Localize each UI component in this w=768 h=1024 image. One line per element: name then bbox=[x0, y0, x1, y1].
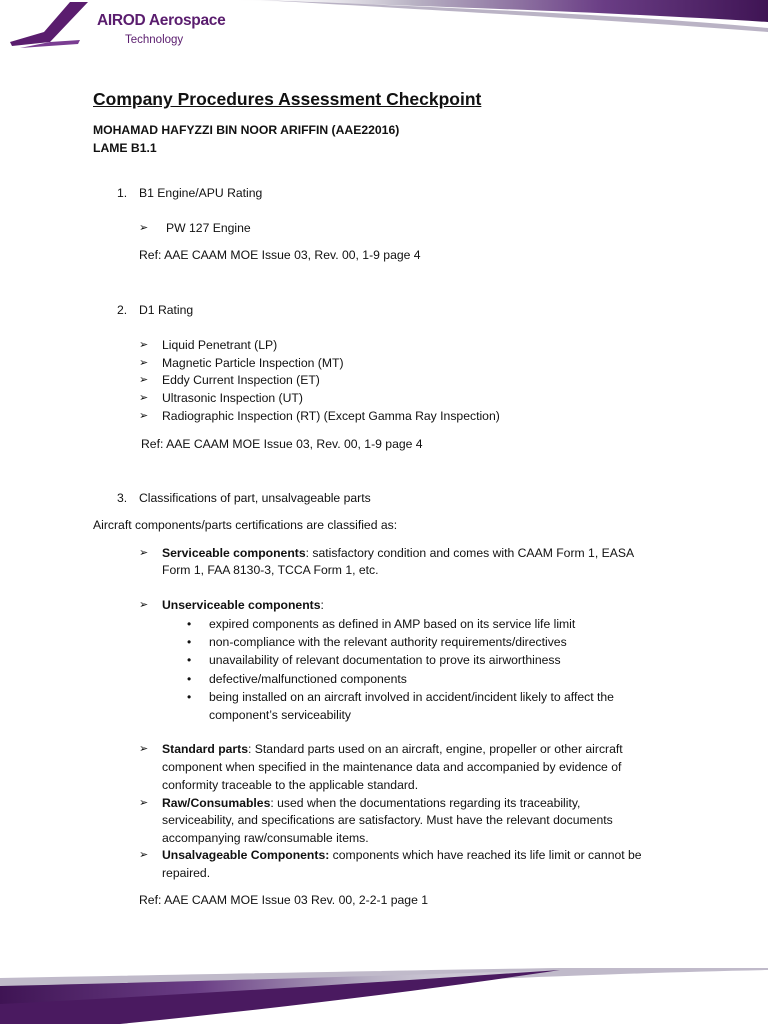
unserviceable-heading bbox=[162, 597, 324, 615]
list-item-continuation: component’s serviceability bbox=[209, 708, 352, 722]
license-category: LAME B1.1 bbox=[93, 141, 157, 155]
list-item: Radiographic Inspection (RT) (Except Gamma Ray Inspection) bbox=[162, 409, 500, 423]
list-item: Liquid Penetrant (LP) bbox=[162, 338, 278, 352]
section-3-reference: Ref: AAE CAAM MOE Issue 03 Rev. 00, 2-2-1 page 1 bbox=[139, 893, 429, 907]
standard-line-3: conformity traceable to the applicable standard. bbox=[162, 778, 419, 792]
arrow-bullet-icon: ➢ bbox=[139, 374, 149, 386]
raw-label: Raw/Consumables bbox=[162, 796, 271, 810]
arrow-bullet-icon: ➢ bbox=[139, 339, 149, 351]
bullet-dot-icon: • bbox=[187, 672, 192, 686]
candidate-name: MOHAMAD HAFYZZI BIN NOOR ARIFFIN (AAE22016) bbox=[93, 123, 400, 137]
arrow-bullet-icon: ➢ bbox=[139, 743, 149, 755]
raw-text: : used when the documentations regarding its traceability, bbox=[270, 796, 581, 810]
unsalvageable-text: components which have reached its life limit or cannot be bbox=[329, 848, 642, 862]
unsalvageable-label: Unsalvageable Components: bbox=[162, 848, 330, 862]
list-item: PW 127 Engine bbox=[166, 221, 251, 235]
footer-swoosh bbox=[0, 960, 768, 1024]
standard-label: Standard parts bbox=[162, 742, 249, 756]
arrow-bullet-icon: ➢ bbox=[139, 357, 149, 369]
section-1-number: 1. bbox=[117, 186, 128, 200]
unserviceable-colon: : bbox=[320, 598, 324, 612]
unserviceable-label: Unserviceable components bbox=[162, 598, 321, 612]
list-item: Ultrasonic Inspection (UT) bbox=[162, 391, 303, 405]
company-logo bbox=[10, 2, 230, 52]
page-title: Company Procedures Assessment Checkpoint bbox=[93, 89, 482, 109]
section-3-heading: Classifications of part, unsalvageable parts bbox=[139, 491, 371, 505]
list-item: non-compliance with the relevant authority requirements/directives bbox=[209, 635, 567, 649]
logo-name: AIROD Aerospace bbox=[97, 12, 226, 29]
list-item: expired components as defined in AMP based on its service life limit bbox=[209, 617, 576, 631]
standard-text: : Standard parts used on an aircraft, engine, propeller or other aircraft bbox=[248, 742, 623, 756]
section-1-heading: B1 Engine/APU Rating bbox=[139, 186, 263, 200]
serviceable-label: Serviceable components bbox=[162, 546, 306, 560]
unsalvageable-line-2: repaired. bbox=[162, 866, 211, 880]
section-1-reference: Ref: AAE CAAM MOE Issue 03, Rev. 00, 1-9 page 4 bbox=[139, 248, 421, 262]
arrow-bullet-icon: ➢ bbox=[139, 392, 149, 404]
standard-line-1 bbox=[162, 741, 623, 759]
arrow-bullet-icon: ➢ bbox=[139, 849, 149, 861]
raw-line-3: accompanying raw/consumable items. bbox=[162, 831, 369, 845]
list-item: unavailability of relevant documentation to prove its airworthiness bbox=[209, 653, 561, 667]
section-2-reference: Ref: AAE CAAM MOE Issue 03, Rev. 00, 1-9 page 4 bbox=[141, 437, 423, 451]
bullet-dot-icon: • bbox=[187, 617, 192, 631]
tail-fin-icon bbox=[10, 2, 100, 52]
list-item: being installed on an aircraft involved in accident/incident likely to affect the bbox=[209, 690, 614, 704]
list-item: Eddy Current Inspection (ET) bbox=[162, 373, 320, 387]
arrow-bullet-icon: ➢ bbox=[139, 410, 149, 422]
list-item: Magnetic Particle Inspection (MT) bbox=[162, 356, 344, 370]
section-3-intro: Aircraft components/parts certifications are classified as: bbox=[93, 518, 398, 532]
bullet-dot-icon: • bbox=[187, 635, 192, 649]
serviceable-text: : satisfactory condition and comes with CAAM Form 1, EASA bbox=[305, 546, 635, 560]
arrow-bullet-icon: ➢ bbox=[139, 797, 149, 809]
arrow-bullet-icon: ➢ bbox=[139, 222, 149, 234]
section-2-heading: D1 Rating bbox=[139, 303, 194, 317]
bullet-dot-icon: • bbox=[187, 690, 192, 704]
section-3-number: 3. bbox=[117, 491, 128, 505]
unsalvageable-line-1 bbox=[162, 847, 642, 865]
raw-line-1 bbox=[162, 795, 580, 813]
serviceable-line-2: Form 1, FAA 8130-3, TCCA Form 1, etc. bbox=[162, 563, 379, 577]
list-item: defective/malfunctioned components bbox=[209, 672, 407, 686]
arrow-bullet-icon: ➢ bbox=[139, 599, 149, 611]
section-2-number: 2. bbox=[117, 303, 128, 317]
arrow-bullet-icon: ➢ bbox=[139, 547, 149, 559]
standard-line-2: component when specified in the maintenance data and accompanied by evidence of bbox=[162, 760, 622, 774]
logo-subtitle: Technology bbox=[125, 34, 184, 46]
bullet-dot-icon: • bbox=[187, 653, 192, 667]
serviceable-line-1 bbox=[162, 545, 634, 563]
raw-line-2: serviceability, and specifications are satisfactory. Must have the relevant documents bbox=[162, 813, 613, 827]
